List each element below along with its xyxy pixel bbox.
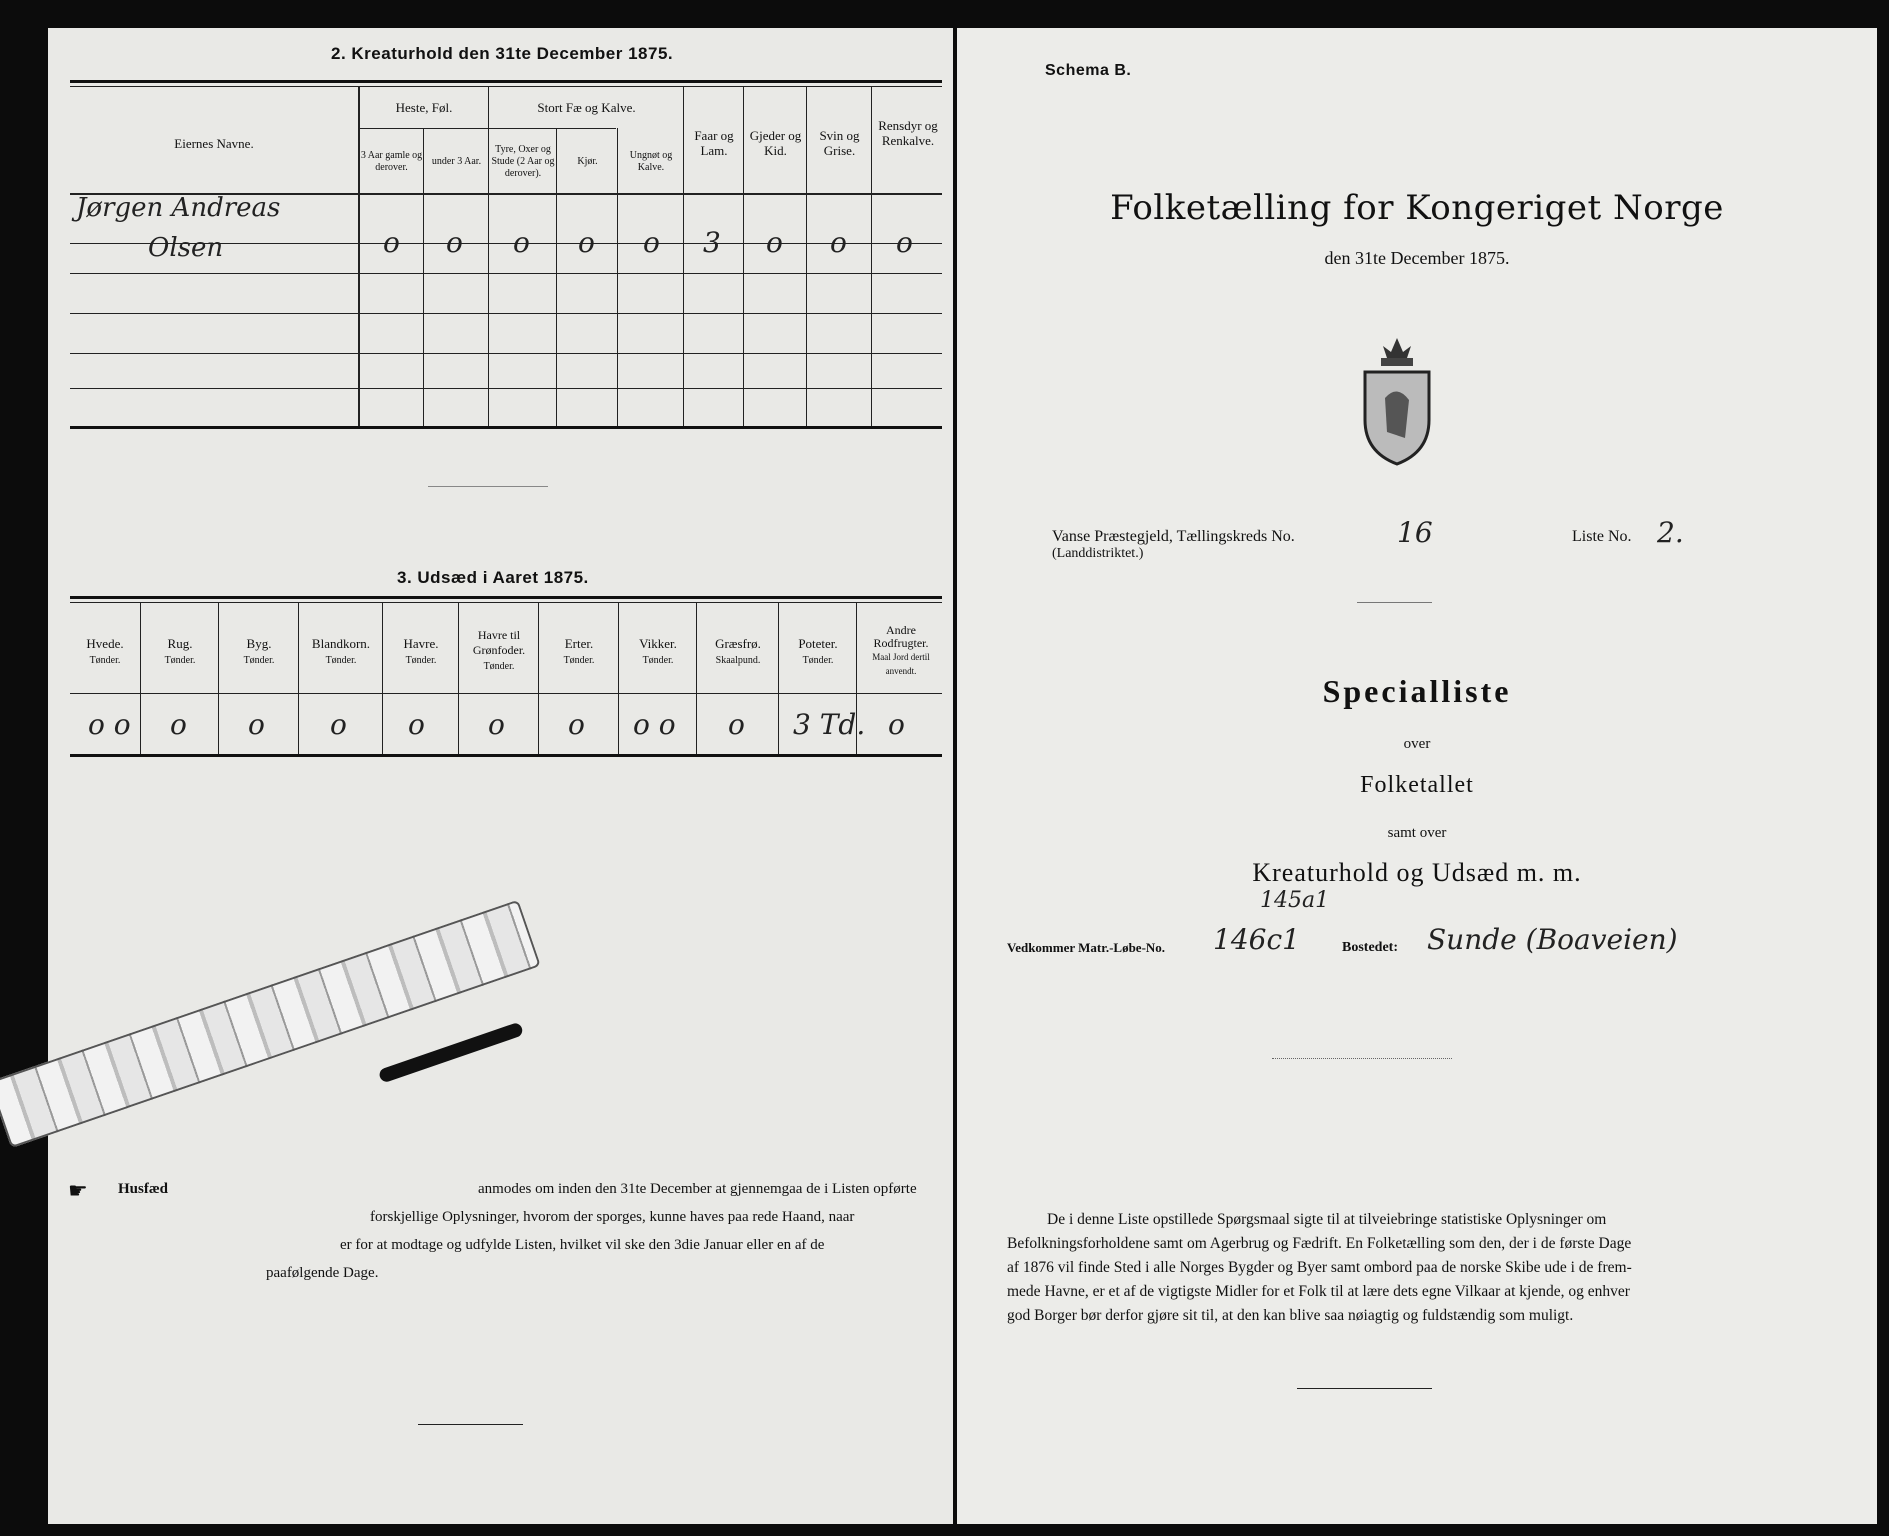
samt-over: samt over [1387, 825, 1447, 841]
val-under3aar: o [446, 226, 463, 259]
matr-no: 146c1 [1213, 923, 1300, 956]
kreds-no: 16 [1397, 516, 1433, 549]
val-tyre: o [513, 226, 530, 259]
pointing-hand-icon: ☛ [68, 1178, 88, 1203]
col-kjor: Kjør. [577, 156, 598, 167]
val-faar: 3 [703, 226, 721, 259]
district: (Landdistriktet.) [1052, 546, 1144, 561]
schema-label: Schema B. [1045, 62, 1132, 79]
col-hvede: Hvede. [86, 636, 124, 651]
val-3aar: o [383, 226, 400, 259]
col-andre: Andre Rodfrugter. [873, 623, 929, 650]
val-rensdyr: o [896, 226, 913, 259]
col-gjeder: Gjeder og Kid. [749, 128, 802, 158]
over-1: over [1403, 736, 1431, 752]
notice-line-1: anmodes om inden den 31te December at gjennemgaa de i Listen opførte [478, 1181, 917, 1197]
unit-rug: Tønder. [164, 655, 196, 666]
unit-hvede: Tønder. [89, 655, 121, 666]
unit-byg: Tønder. [243, 655, 275, 666]
location-printed: Vanse Præstegjeld, Tællingskreds No. [1052, 528, 1295, 545]
matr-label: Vedkommer Matr.-Løbe-No. [1007, 940, 1166, 955]
val-gjeder: o [766, 226, 783, 259]
liste-label: Liste No. [1572, 528, 1632, 545]
liste-no: 2. [1657, 516, 1684, 549]
section2-title: 2. Kreaturhold den 31te December 1875. [331, 44, 674, 63]
val-havre-gronfoder: o [488, 708, 505, 741]
notice-lead: Husfæd [118, 1181, 169, 1197]
val-poteter: 3 Td. [793, 708, 866, 741]
section3-title: 3. Udsæd i Aaret 1875. [397, 568, 589, 587]
col-svin: Svin og Grise. [819, 128, 860, 158]
coat-of-arms-icon [1357, 328, 1437, 468]
val-havre: o [408, 708, 425, 741]
val-andre: o [888, 708, 905, 741]
val-vikker: o o [633, 708, 676, 741]
col-tyre: Tyre, Oxer og Stude (2 Aar og derover). [491, 144, 555, 179]
unit-vikker: Tønder. [642, 655, 674, 666]
col-byg: Byg. [246, 636, 272, 651]
val-rug: o [170, 708, 187, 741]
heste-header: Heste, Føl. [395, 100, 453, 115]
unit-havre-gronfoder: Tønder. [483, 661, 515, 672]
unit-graesfro: Skaalpund. [715, 655, 761, 666]
val-kjor: o [578, 226, 595, 259]
main-title: Folketælling for Kongeriget Norge [1110, 188, 1724, 228]
unit-andre: Maal Jord dertil anvendt. [872, 652, 930, 676]
col-faar: Faar og Lam. [694, 128, 734, 158]
owner-header: Eiernes Navne. [174, 136, 254, 151]
val-erter: o [568, 708, 585, 741]
col-3aar: 3 Aar gamle og derover. [360, 150, 423, 173]
val-hvede: o o [88, 708, 131, 741]
val-blandkorn: o [330, 708, 347, 741]
val-svin: o [830, 226, 847, 259]
col-under3aar: under 3 Aar. [431, 156, 482, 167]
col-poteter: Poteter. [798, 636, 838, 651]
owner-name-2: Olsen [148, 233, 224, 263]
col-rensdyr: Rensdyr og Renkalve. [878, 118, 938, 148]
col-havre: Havre. [403, 636, 439, 651]
owner-name-1: Jørgen Andreas [76, 193, 281, 223]
explanation-paragraph [1007, 1208, 1822, 1328]
col-rug: Rug. [167, 636, 193, 651]
col-vikker: Vikker. [639, 636, 677, 651]
bosted-value: Sunde (Boaveien) [1427, 923, 1678, 956]
notice-line-2: forskjellige Oplysninger, hvorom der sporges, kunne haves paa rede Haand, naar [370, 1209, 855, 1225]
val-ungnot: o [643, 226, 660, 259]
para-line-1: De i denne Liste opstillede Spørgsmaal sigte til at tilveiebringe statistiske Oplysninger om [1047, 1211, 1607, 1228]
folketallet: Folketallet [1360, 772, 1474, 798]
unit-poteter: Tønder. [802, 655, 834, 666]
unit-erter: Tønder. [563, 655, 595, 666]
val-byg: o [248, 708, 265, 741]
para-line-2: Befolkningsforholdene samt om Agerbrug og Fædrift. En Folketælling som den, der i de første Dage [1007, 1235, 1632, 1252]
matr-top: 145a1 [1260, 888, 1330, 913]
date-line: den 31te December 1875. [1324, 248, 1510, 268]
kreaturhold-title: Kreaturhold og Udsæd m. m. [1252, 858, 1582, 887]
left-page [48, 28, 953, 1524]
notice-line-4: paafølgende Dage. [266, 1265, 379, 1281]
col-graesfro: Græsfrø. [715, 636, 761, 651]
para-line-4: mede Havne, er et af de vigtigste Midler for et Folk til at lære dets egne Vilkaar at kjende, og enhver [1007, 1283, 1630, 1300]
para-line-5: god Borger bør derfor gjøre sit til, at den kan blive saa nøiagtig og fuldstændig som muligt. [1007, 1307, 1574, 1324]
col-blandkorn: Blandkorn. [311, 636, 371, 651]
unit-blandkorn: Tønder. [325, 655, 357, 666]
stortfae-header: Stort Fæ og Kalve. [537, 100, 636, 115]
unit-havre: Tønder. [405, 655, 437, 666]
col-erter: Erter. [564, 636, 594, 651]
notice-line-3: er for at modtage og udfylde Listen, hvilket vil ske den 3die Januar eller en af de [340, 1237, 825, 1253]
para-line-3: af 1876 vil finde Sted i alle Norges Bygder og Byer samt ombord paa de norske Skibe ude i de frem- [1007, 1259, 1632, 1276]
bosted-label: Bostedet: [1342, 940, 1398, 955]
right-page [957, 28, 1877, 1524]
col-ungnot: Ungnøt og Kalve. [629, 150, 673, 173]
specialliste: Specialliste [1322, 673, 1512, 709]
val-graesfro: o [728, 708, 745, 741]
col-havre-gronfoder: Havre til Grønfoder. [472, 628, 526, 657]
